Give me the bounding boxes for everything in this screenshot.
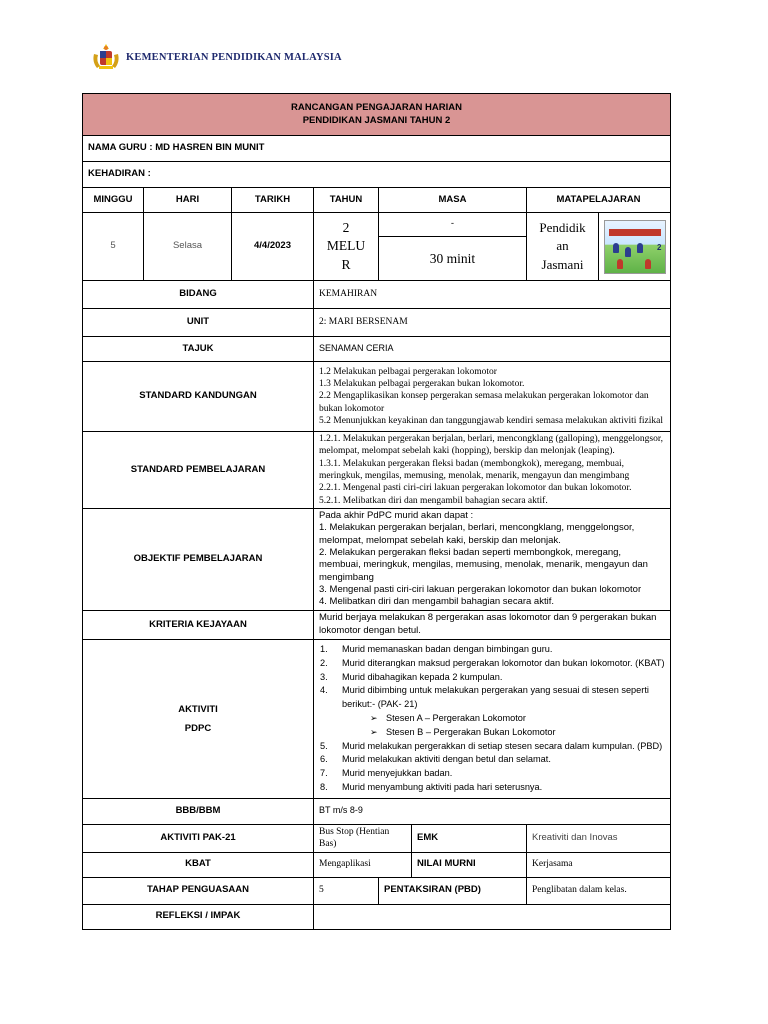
plan-title-line1: RANCANGAN PENGAJARAN HARIAN (291, 102, 463, 114)
attendance-label: KEHADIRAN : (83, 162, 671, 188)
emk-label: EMK (412, 824, 527, 852)
value-tahun-line3: R (341, 256, 351, 272)
tajuk-label: TAJUK (83, 337, 314, 362)
teacher-name: NAMA GURU : MD HASREN BIN MUNIT (83, 136, 671, 162)
header-masa: MASA (379, 188, 527, 213)
bidang-value: KEMAHIRAN (314, 281, 671, 309)
aktiviti-label (83, 639, 314, 798)
bidang-row (83, 281, 671, 309)
value-masa-top: - (379, 213, 527, 237)
standard-kandungan-label: STANDARD KANDUNGAN (83, 362, 314, 432)
page-header (90, 40, 342, 74)
kbat-label: KBAT (83, 852, 314, 877)
aktiviti-label-line2: PDPC (184, 722, 212, 734)
standard-pembelajaran-value (314, 432, 671, 509)
standard-pembelajaran-row (83, 432, 671, 509)
aktiviti-steps (317, 643, 667, 795)
bbb-value: BT m/s 8-9 (314, 798, 671, 824)
tahap-value: 5 (314, 877, 379, 904)
pak21-label: AKTIVITI PAK-21 (83, 824, 314, 852)
refleksi-value (314, 904, 671, 929)
tajuk-row (83, 337, 671, 362)
nilai-murni-label: NILAI MURNI (412, 852, 527, 877)
value-subject-line1: Pendidik (539, 220, 586, 236)
kriteria-value: Murid berjaya melakukan 8 pergerakan asas lokomotor dan 9 pergerakan bukan lokomotor dengan betul. (314, 610, 671, 639)
obj-line-3: 2. Melakukan pergerakan fleksi badan seperti membongkok, meregang, membuai, meringkuk, mengilas, memusing, menolak, menarik, mengayun dan mengimbang (319, 547, 648, 583)
sk-line-4: 5.2 Menunjukkan keyakinan dan tanggungjawab kendiri semasa melakukan aktiviti fizikal (319, 416, 664, 427)
teacher-row (83, 136, 671, 162)
tajuk-value: SENAMAN CERIA (314, 337, 671, 362)
pentaksiran-label: PENTAKSIRAN (PBD) (379, 877, 527, 904)
standard-kandungan-row (83, 362, 671, 432)
plan-title-line2: PENDIDIKAN JASMANI TAHUN 2 (302, 114, 451, 126)
refleksi-label: REFLEKSI / IMPAK (83, 904, 314, 929)
sk-line-1: 1.2 Melakukan pelbagai pergerakan lokomotor (319, 366, 497, 377)
title-row (83, 94, 671, 136)
tahap-row (83, 877, 671, 904)
unit-label: UNIT (83, 309, 314, 337)
sp-line-3: 2.2.1. Mengenal pasti ciri-ciri lakuan pergerakan lokomotor dan bukan lokomotor. (319, 483, 632, 494)
list-item: 8. Murid menyambung aktiviti pada hari seterusnya. (320, 781, 543, 792)
value-tahun-line1: 2 (342, 220, 350, 236)
list-item: 6. Murid melakukan aktiviti dengan betul dan selamat. (320, 754, 551, 765)
column-headers-row (83, 188, 671, 213)
aktiviti-row (83, 639, 671, 798)
list-item: 5. Murid melakukan pergerakkan di setiap stesen secara dalam kumpulan. (PBD) (320, 740, 663, 751)
pak21-value: Bus Stop (Hentian Bas) (314, 824, 412, 852)
aktiviti-label-line1: AKTIVITI (178, 703, 218, 715)
bbb-row (83, 798, 671, 824)
header-minggu: MINGGU (83, 188, 144, 213)
value-tahun (314, 213, 379, 281)
header-hari: HARI (144, 188, 232, 213)
value-hari: Selasa (144, 213, 232, 281)
malaysia-coat-of-arms-icon (90, 42, 122, 72)
objektif-label: OBJEKTIF PEMBELAJARAN (83, 509, 314, 611)
sk-line-2: 1.3 Melakukan pelbagai pergerakan bukan lokomotor. (319, 378, 525, 389)
plan-title (83, 94, 671, 136)
obj-line-5: 4. Melibatkan diri dan mengambil bahagian secara aktif. (319, 596, 554, 608)
value-masa-bottom: 30 minit (379, 237, 527, 281)
value-tahun-line2: MELU (326, 238, 366, 254)
value-minggu: 5 (83, 213, 144, 281)
tahap-label: TAHAP PENGUASAAN (83, 877, 314, 904)
sp-line-2: 1.3.1. Melakukan pergerakan fleksi badan (membongkok), meregang, membuai, meringkuk, mengilas, memusing, menolak, menarik, mengayun dan mengimbang (319, 458, 630, 482)
list-item: 7. Murid menyejukkan badan. (320, 768, 453, 779)
list-item: 1. Murid memanaskan badan dengan bimbingan guru. (320, 643, 553, 654)
value-subject-line2: an (556, 238, 569, 254)
standard-kandungan-value (314, 362, 671, 432)
sp-line-1: 1.2.1. Melakukan pergerakan berjalan, berlari, mencongklang (galloping), menggelongsor, melompat, melompat sebelah kaki (hopping), berskip dan melonjak (leaping). (319, 434, 663, 457)
unit-row (83, 309, 671, 337)
bbb-label: BBB/BBM (83, 798, 314, 824)
kriteria-row (83, 610, 671, 639)
value-subject (527, 213, 599, 281)
pak21-row (83, 824, 671, 852)
nilai-murni-value: Kerjasama (527, 852, 671, 877)
schedule-row-top (83, 213, 671, 237)
standard-pembelajaran-label: STANDARD PEMBELAJARAN (83, 432, 314, 509)
subject-thumbnail-cell (599, 213, 671, 281)
kbat-value: Mengaplikasi (314, 852, 412, 877)
unit-value: 2: MARI BERSENAM (314, 309, 671, 337)
station-item: ➢ Stesen B – Pergerakan Bukan Lokomotor (370, 726, 556, 737)
lesson-plan-table (82, 93, 671, 930)
ministry-name: KEMENTERIAN PENDIDIKAN MALAYSIA (126, 51, 342, 63)
list-item: 2. Murid diterangkan maksud pergerakan lokomotor dan bukan lokomotor. (KBAT) (320, 657, 665, 668)
objektif-value (314, 509, 671, 611)
emk-value: Kreativiti dan Inovas (527, 824, 671, 852)
station-item: ➢ Stesen A – Pergerakan Lokomotor (370, 712, 526, 723)
list-item: 3. Murid dibahagikan kepada 2 kumpulan. (320, 671, 503, 682)
refleksi-row (83, 904, 671, 929)
obj-line-2: 1. Melakukan pergerakan berjalan, berlari, mencongklang, menggelongsor, melompat, melompat sebelah kaki, berskip dan melonjak. (319, 522, 635, 546)
kbat-row (83, 852, 671, 877)
header-tarikh: TARIKH (232, 188, 314, 213)
sp-line-4: 5.2.1. Melibatkan diri dan mengambil bahagian secara aktif. (319, 495, 548, 506)
kriteria-label: KRITERIA KEJAYAAN (83, 610, 314, 639)
obj-line-1: Pada akhir PdPC murid akan dapat : (319, 510, 474, 522)
bidang-label: BIDANG (83, 281, 314, 309)
attendance-row (83, 162, 671, 188)
value-subject-line3: Jasmani (541, 256, 584, 272)
list-item: 4. Murid dibimbing untuk melakukan pergerakan yang sesuai di stesen seperti berikut:- (PAK- 21) (320, 685, 649, 710)
header-matapelajaran: MATAPELAJARAN (527, 188, 671, 213)
obj-line-4: 3. Mengenal pasti ciri-ciri lakuan pergerakan lokomotor dan bukan lokomotor (319, 584, 642, 596)
header-tahun: TAHUN (314, 188, 379, 213)
sk-line-3: 2.2 Mengaplikasikan konsep pergerakan semasa melakukan pergerakan lokomotor dan bukan lokomotor (319, 391, 649, 414)
aktiviti-value (314, 639, 671, 798)
objektif-row (83, 509, 671, 611)
pentaksiran-value: Penglibatan dalam kelas. (527, 877, 671, 904)
pendidikan-jasmani-book-cover-icon: 2 (604, 220, 666, 274)
value-tarikh: 4/4/2023 (232, 213, 314, 281)
